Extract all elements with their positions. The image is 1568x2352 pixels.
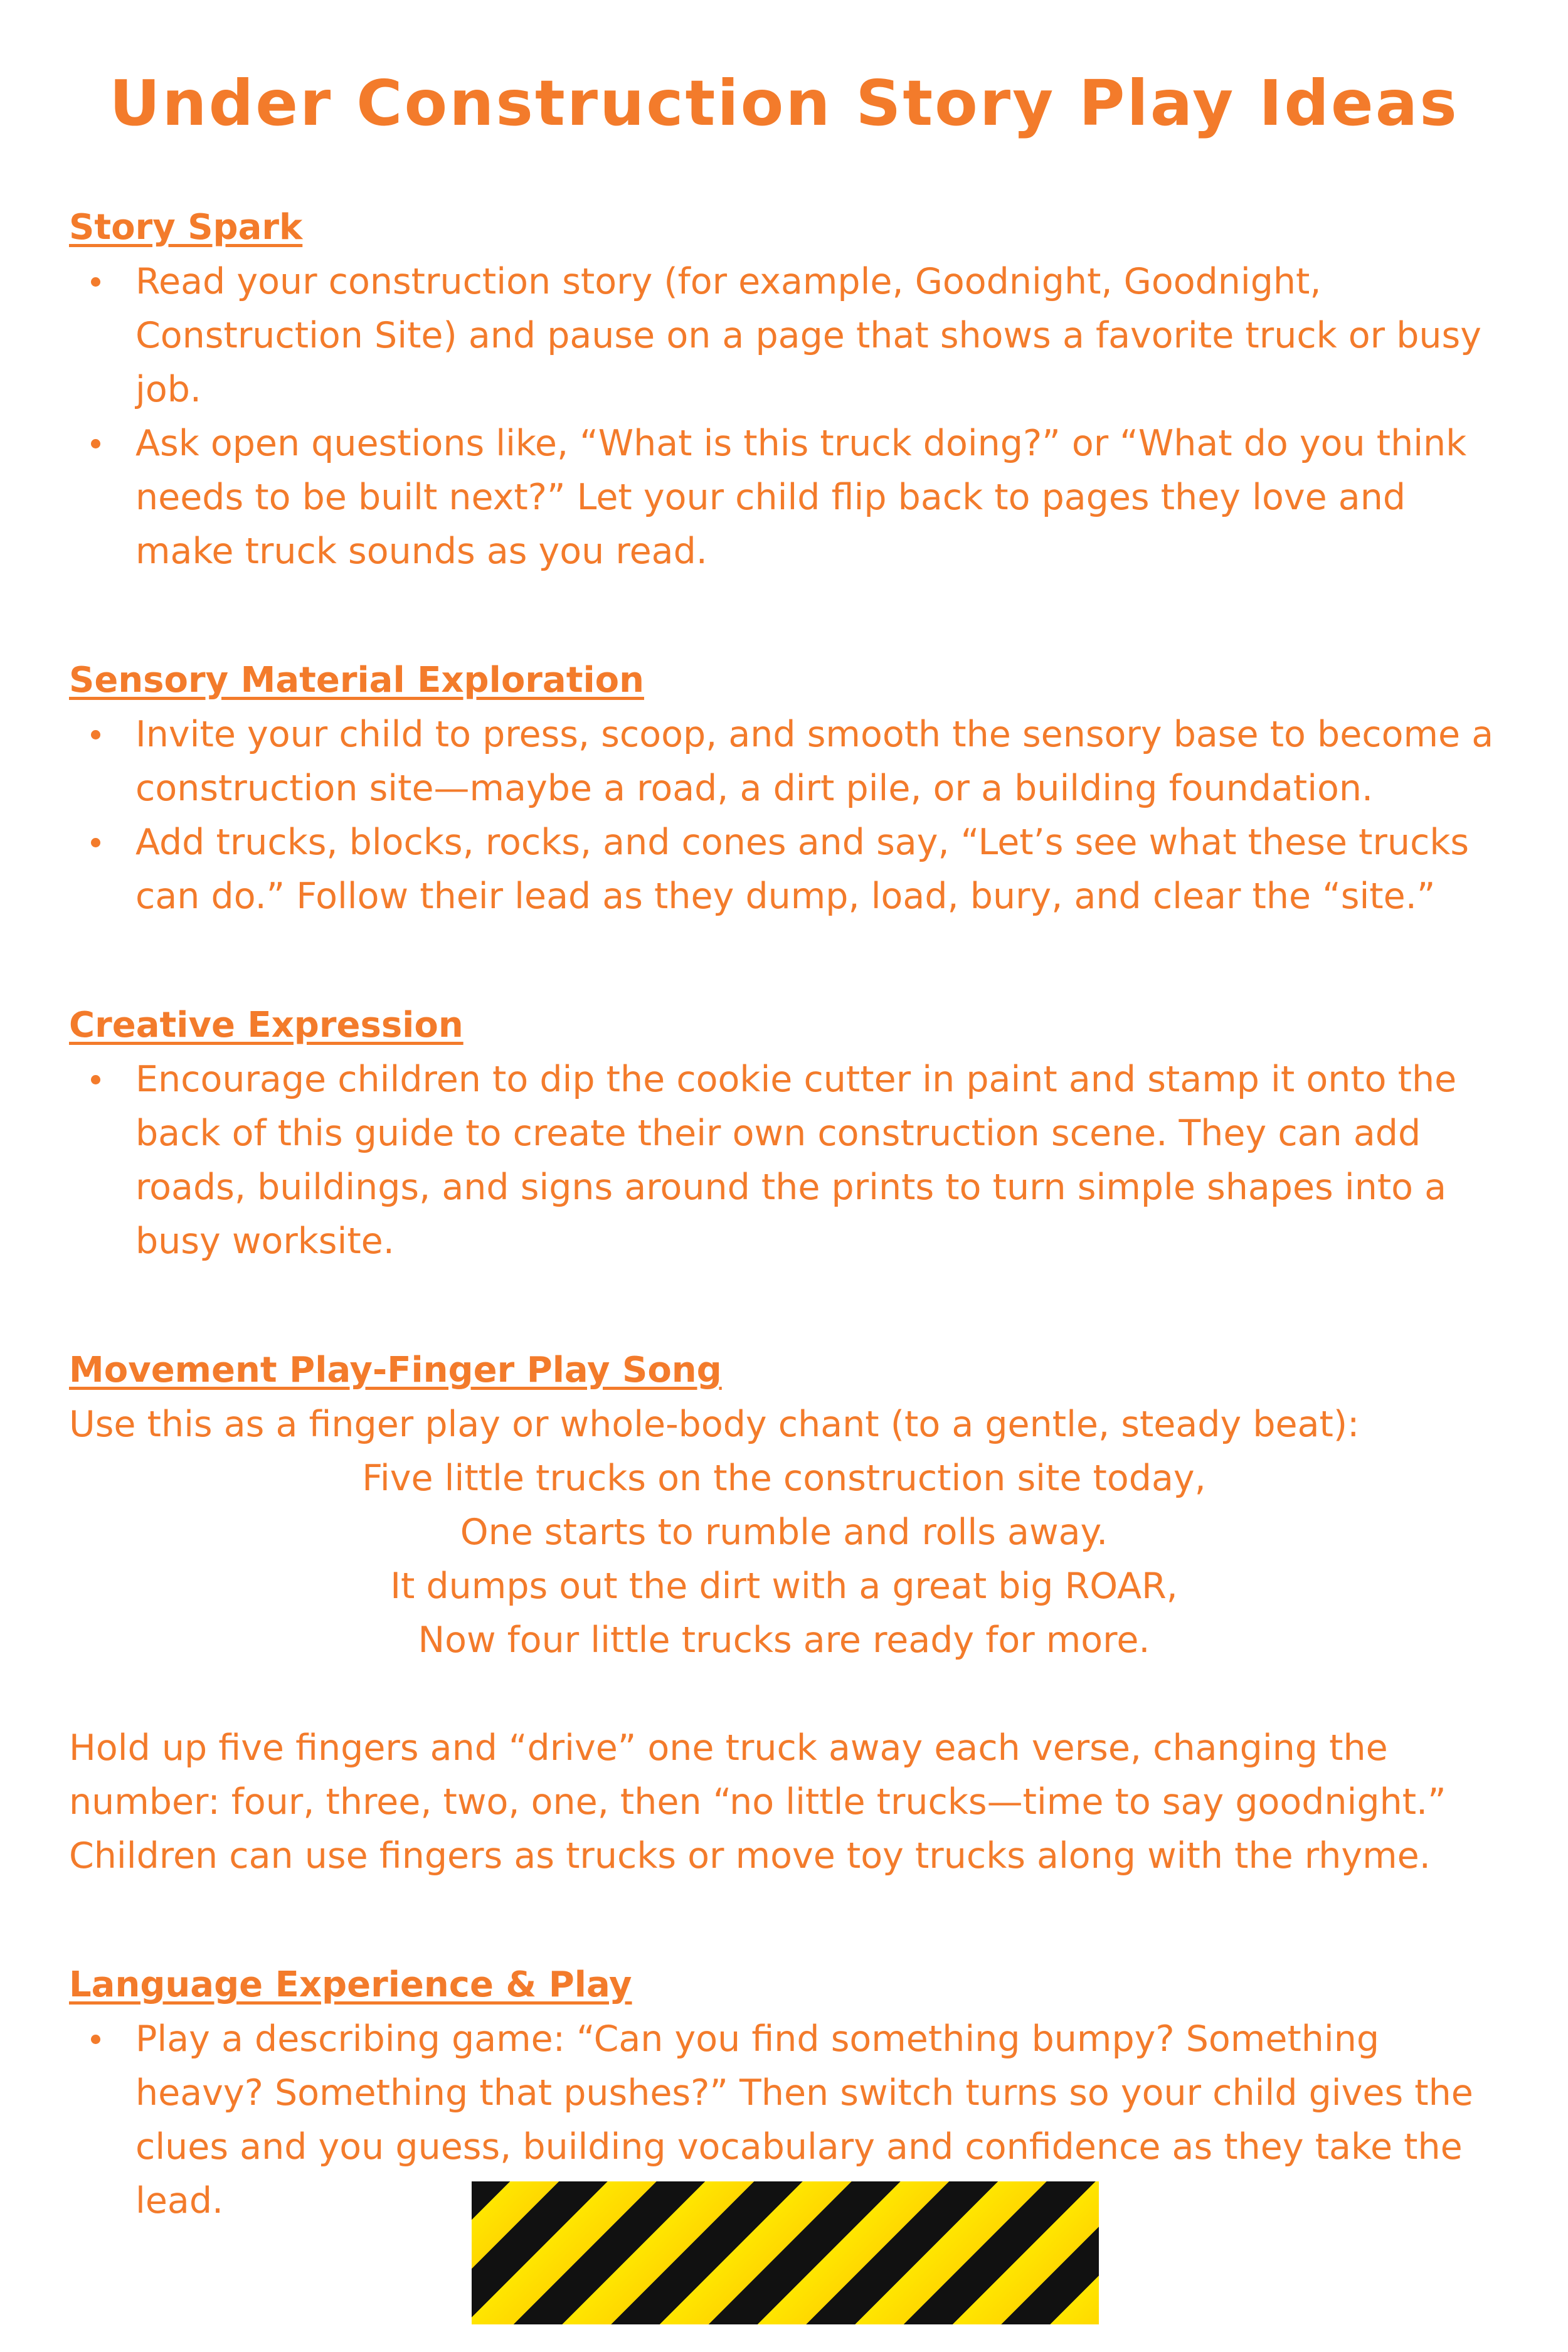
chant-line: It dumps out the dirt with a great big ROAR, [390, 1565, 1178, 1607]
movement-outro: Hold up five fingers and “drive” one truck away each verse, changing the number: four, three, two, one, then “no little trucks—time to say goodnight.” Children can use fingers as trucks or move toy trucks along with the rhyme. [69, 1727, 1446, 1877]
finger-play-chant [69, 1451, 1499, 1667]
list-item: Read your construction story (for example, Goodnight, Goodnight, Construction Site) and pause on a page that shows a favorite truck or busy job. [69, 255, 1512, 416]
movement-intro: Use this as a finger play or whole-body chant (to a gentle, steady beat): [69, 1404, 1360, 1445]
list-item: Add trucks, blocks, rocks, and cones and say, “Let’s see what these trucks can do.” Follow their lead as they dump, load, bury, and clear the “site.” [69, 815, 1512, 923]
section-heading-creative: Creative Expression [69, 1005, 464, 1046]
section-heading-sensory: Sensory Material Exploration [69, 660, 644, 701]
page-title: Under Construction Story Play Ideas [109, 66, 1459, 140]
story-spark-list [69, 255, 1512, 578]
hazard-stripe-banner [472, 2181, 1099, 2324]
section-heading-language: Language Experience & Play [69, 1964, 632, 2005]
guide-content [69, 201, 1512, 2303]
chant-line: Five little trucks on the construction site today, [362, 1458, 1206, 1499]
chant-line: Now four little trucks are ready for more. [418, 1619, 1150, 1661]
section-creative [69, 999, 1512, 1268]
creative-list [69, 1052, 1512, 1268]
section-movement [69, 1343, 1512, 1883]
list-item: Play a describing game: “Can you find something bumpy? Something heavy? Something that pushes?” Then switch turns so your child gives the clues and you guess, building vocabulary and confidence as they take the lead. [69, 2012, 1512, 2228]
list-item: Encourage children to dip the cookie cutter in paint and stamp it onto the back of this guide to create their own construction scene. They can add roads, buildings, and signs around the prints to turn simple shapes into a busy worksite. [69, 1052, 1512, 1268]
section-heading-story-spark: Story Spark [69, 207, 303, 248]
section-story-spark [69, 201, 1512, 578]
section-sensory [69, 654, 1512, 923]
section-heading-movement: Movement Play-Finger Play Song [69, 1350, 722, 1391]
list-item: Invite your child to press, scoop, and smooth the sensory base to become a construction site—maybe a road, a dirt pile, or a building foundation. [69, 707, 1512, 815]
list-item: Ask open questions like, “What is this truck doing?” or “What do you think needs to be built next?” Let your child flip back to pages they love and make truck sounds as you read. [69, 416, 1512, 578]
sensory-list [69, 707, 1512, 923]
chant-line: One starts to rumble and rolls away. [460, 1512, 1108, 1553]
